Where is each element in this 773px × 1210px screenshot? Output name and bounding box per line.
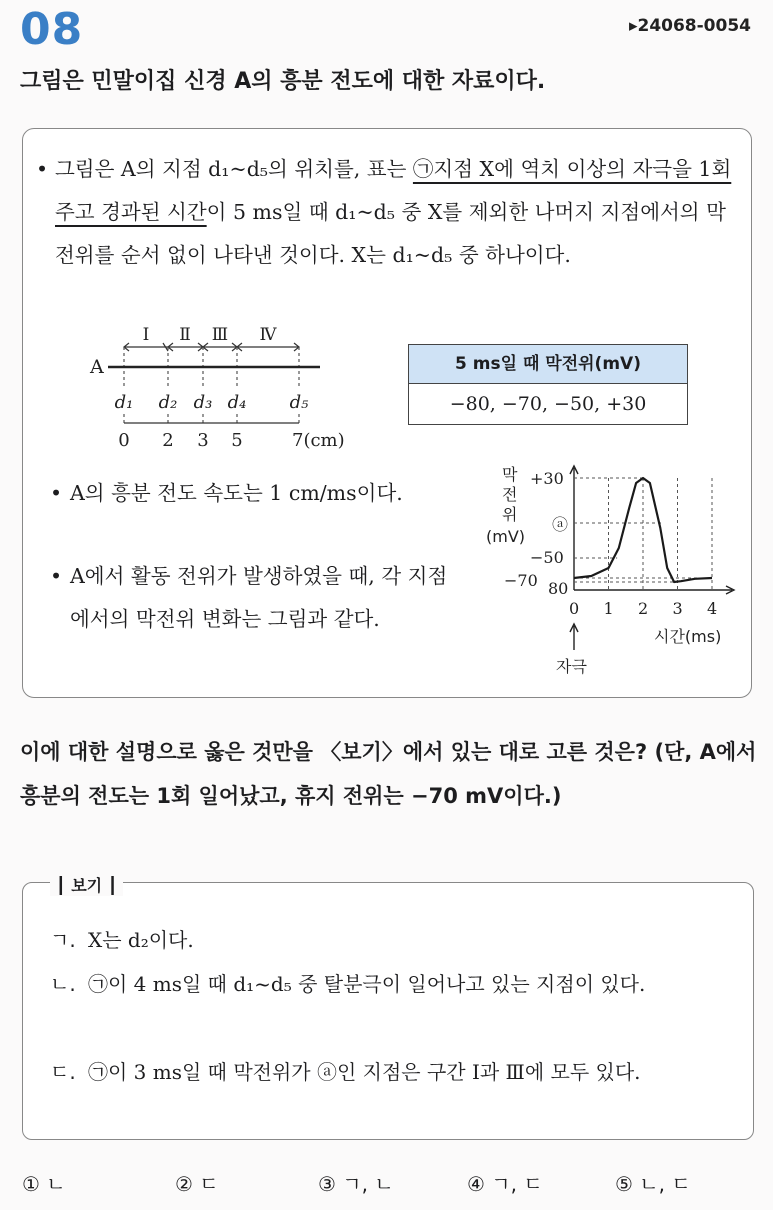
- point-d5: d₅: [289, 392, 309, 413]
- paragraph-1-underlined: ㉠지점 X에 역치 이상의 자극을 1회 주고 경과된 시간: [55, 157, 732, 224]
- bogi-item-mark: ㄷ.: [50, 1060, 76, 1084]
- paragraph-3: A에서 활동 전위가 발생하였을 때, 각 지점에서의 막전위 변화는 그림과 같다.: [70, 564, 448, 631]
- section-label-3: Ⅲ: [211, 325, 229, 345]
- section-label-1: Ⅰ: [142, 325, 150, 345]
- stimulus-label: 자극: [556, 657, 587, 676]
- paragraph-1-start: 그림은 A의 지점 d₁~d₅의 위치를, 표는: [55, 157, 413, 181]
- y-axis-label-char: 전: [502, 485, 518, 504]
- y-tick-label: ⓐ: [552, 515, 569, 534]
- paragraph-1: [55, 148, 745, 277]
- y-tick-label: +30: [530, 469, 564, 488]
- x-tick-label: 3: [672, 599, 683, 618]
- point-d1: d₁: [114, 392, 134, 413]
- bogi-item-1: X는 d₂이다.: [88, 928, 194, 952]
- point-d4: d₄: [227, 392, 247, 413]
- y-axis-label-unit: (mV): [486, 527, 526, 546]
- bullet-marker: •: [50, 481, 63, 505]
- question-code: ▸24068-0054: [628, 16, 751, 36]
- paragraph-1-end: 이 5 ms일 때 d₁~d₅ 중 X를 제외한 나머지 지점에서의 막전위를 순서 없이 나타낸 것이다. X는 d₁~d₅ 중 하나이다.: [55, 200, 726, 267]
- answer-choice-4[interactable]: ④ ㄱ, ㄷ: [467, 1172, 543, 1196]
- bogi-item-mark: ㄱ.: [50, 928, 76, 952]
- table-value: −80, −70, −50, +30: [449, 393, 647, 415]
- y-axis-label-char: 막: [502, 465, 518, 484]
- y-tick-label: 80: [548, 579, 569, 598]
- question-text: 이에 대한 설명으로 옳은 것만을 〈보기〉에서 있는 대로 고른 것은? (단, A에서 흥분의 전도는 1회 일어났고, 휴지 전위는 −70 mV이다.): [20, 740, 757, 808]
- pos-5: 5: [231, 430, 243, 451]
- section-label-4: Ⅳ: [259, 325, 277, 345]
- y-tick-label: −50: [530, 548, 564, 567]
- nerve-diagram: [80, 316, 380, 466]
- x-tick-label: 1: [603, 599, 614, 618]
- answer-choice-1[interactable]: ① ㄴ: [22, 1172, 66, 1196]
- question-intro: 그림은 민말이집 신경 A의 흥분 전도에 대한 자료이다.: [20, 69, 546, 94]
- answer-choice-5[interactable]: ⑤ ㄴ, ㄷ: [615, 1172, 691, 1196]
- membrane-potential-table: [408, 344, 688, 425]
- y-tick-label: −70: [504, 571, 538, 590]
- x-tick-label: 4: [707, 599, 718, 618]
- answer-choice-2[interactable]: ② ㄷ: [175, 1172, 219, 1196]
- paragraph-2: A의 흥분 전도 속도는 1 cm/ms이다.: [70, 481, 403, 505]
- point-d3: d₃: [193, 392, 213, 413]
- pos-3: 3: [197, 430, 209, 451]
- x-tick-label: 2: [638, 599, 649, 618]
- bogi-title: ┃ 보기 ┃: [50, 873, 123, 896]
- question-number: 08: [20, 4, 84, 55]
- bogi-item-2: ㉠이 4 ms일 때 d₁~d₅ 중 탈분극이 일어나고 있는 지점이 있다.: [88, 972, 646, 996]
- pos-0: 0: [118, 430, 130, 451]
- x-axis-label: 시간(ms): [654, 627, 722, 646]
- y-axis-label-char: 위: [502, 505, 518, 524]
- axon-label: A: [90, 356, 104, 378]
- table-header: 5 ms일 때 막전위(mV): [409, 345, 687, 384]
- answer-choice-3[interactable]: ③ ㄱ, ㄴ: [318, 1172, 394, 1196]
- action-potential-chart: [470, 460, 750, 685]
- pos-7: 7(cm): [292, 430, 345, 451]
- x-tick-label: 0: [569, 599, 580, 618]
- ap-curve: [574, 478, 712, 582]
- bogi-item-3: ㉠이 3 ms일 때 막전위가 ⓐ인 지점은 구간 Ⅰ과 Ⅲ에 모두 있다.: [88, 1060, 641, 1084]
- bullet-marker: •: [36, 157, 49, 181]
- bullet-marker: •: [50, 564, 63, 588]
- point-d2: d₂: [158, 392, 178, 413]
- pos-2: 2: [162, 430, 174, 451]
- bogi-item-mark: ㄴ.: [50, 972, 76, 996]
- section-label-2: Ⅱ: [179, 325, 191, 345]
- bogi-title-text: 보기: [71, 876, 103, 895]
